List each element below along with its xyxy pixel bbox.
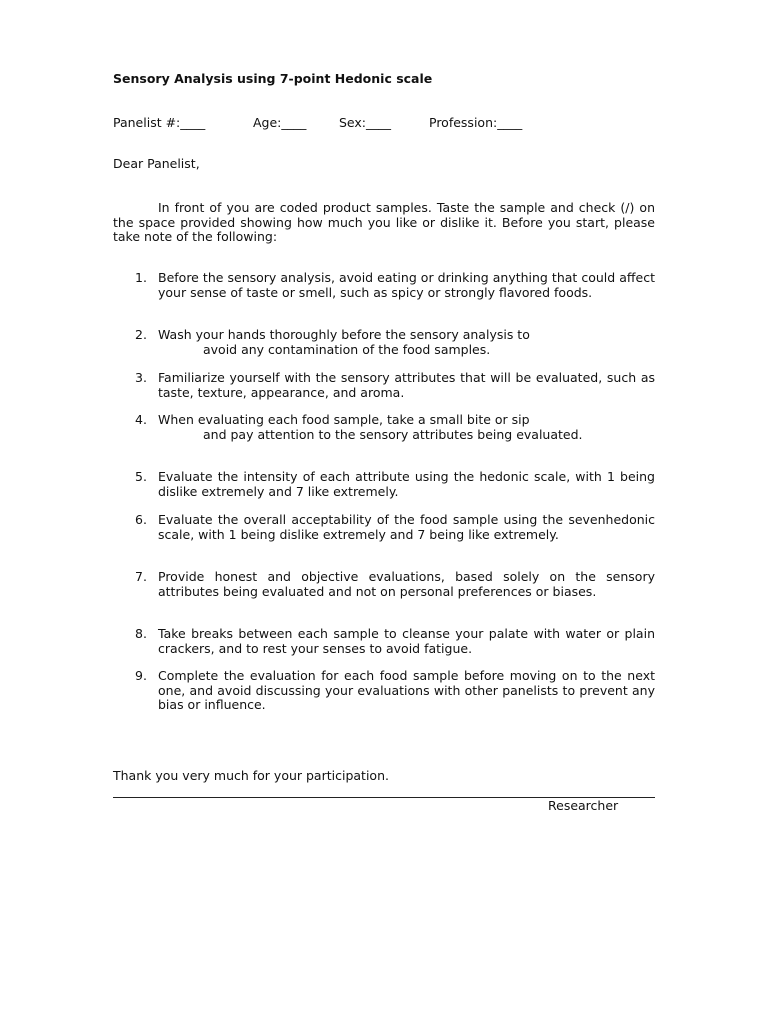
list-item-text: Before the sensory analysis, avoid eating or drinking anything that could affect your sense of taste or smell, such as spicy or strongly flavored foods. bbox=[158, 270, 655, 300]
list-item-line: When evaluating each food sample, take a small bite or sip bbox=[158, 412, 530, 427]
list-item-number: 6. bbox=[135, 512, 147, 527]
list-item-text: Evaluate the intensity of each attribute using the hedonic scale, with 1 being dislike extremely and 7 like extremely. bbox=[158, 469, 655, 499]
profession-field: Profession:____ bbox=[429, 115, 523, 130]
signature-label: Researcher bbox=[548, 798, 619, 813]
closing-text: Thank you very much for your participation. bbox=[113, 768, 389, 783]
list-item-line: Wash your hands thoroughly before the sensory analysis to bbox=[158, 327, 530, 342]
age-field: Age:____ bbox=[253, 115, 307, 130]
intro-paragraph: In front of you are coded product samples. Taste the sample and check (/) on the space provided showing how much you like or dislike it. Before you start, please take note of the following: bbox=[113, 200, 655, 244]
list-item-text bbox=[158, 328, 655, 357]
list-item-number: 1. bbox=[135, 270, 147, 285]
list-item-number: 2. bbox=[135, 327, 147, 342]
greeting: Dear Panelist, bbox=[113, 156, 200, 171]
list-item-number: 4. bbox=[135, 412, 147, 427]
list-item-line: avoid any contamination of the food samples. bbox=[203, 341, 491, 357]
panelist-info-row bbox=[113, 116, 522, 131]
panelist-number-field: Panelist #:____ bbox=[113, 115, 206, 130]
sex-field: Sex:____ bbox=[339, 115, 392, 130]
list-item-number: 8. bbox=[135, 626, 147, 641]
list-item-number: 7. bbox=[135, 569, 147, 584]
list-item-text bbox=[158, 413, 655, 442]
list-item-text: Evaluate the overall acceptability of the food sample using the sevenhedonic scale, with 1 being dislike extremely and 7 being like extremely. bbox=[158, 512, 655, 542]
list-item-number: 3. bbox=[135, 370, 147, 385]
list-item-line: and pay attention to the sensory attributes being evaluated. bbox=[203, 426, 583, 442]
document-title: Sensory Analysis using 7-point Hedonic scale bbox=[113, 71, 433, 86]
list-item-text: Familiarize yourself with the sensory attributes that will be evaluated, such as taste, texture, appearance, and aroma. bbox=[158, 370, 655, 400]
list-item-text: Complete the evaluation for each food sample before moving on to the next one, and avoid discussing your evaluations with other panelists to prevent any bias or influence. bbox=[158, 668, 655, 712]
list-item-number: 5. bbox=[135, 469, 147, 484]
list-item-text: Take breaks between each sample to cleanse your palate with water or plain crackers, and to rest your senses to avoid fatigue. bbox=[158, 626, 655, 656]
list-item-number: 9. bbox=[135, 668, 147, 683]
list-item-text: Provide honest and objective evaluations, based solely on the sensory attributes being evaluated and not on personal preferences or biases. bbox=[158, 569, 655, 599]
document-page bbox=[113, 0, 655, 1024]
